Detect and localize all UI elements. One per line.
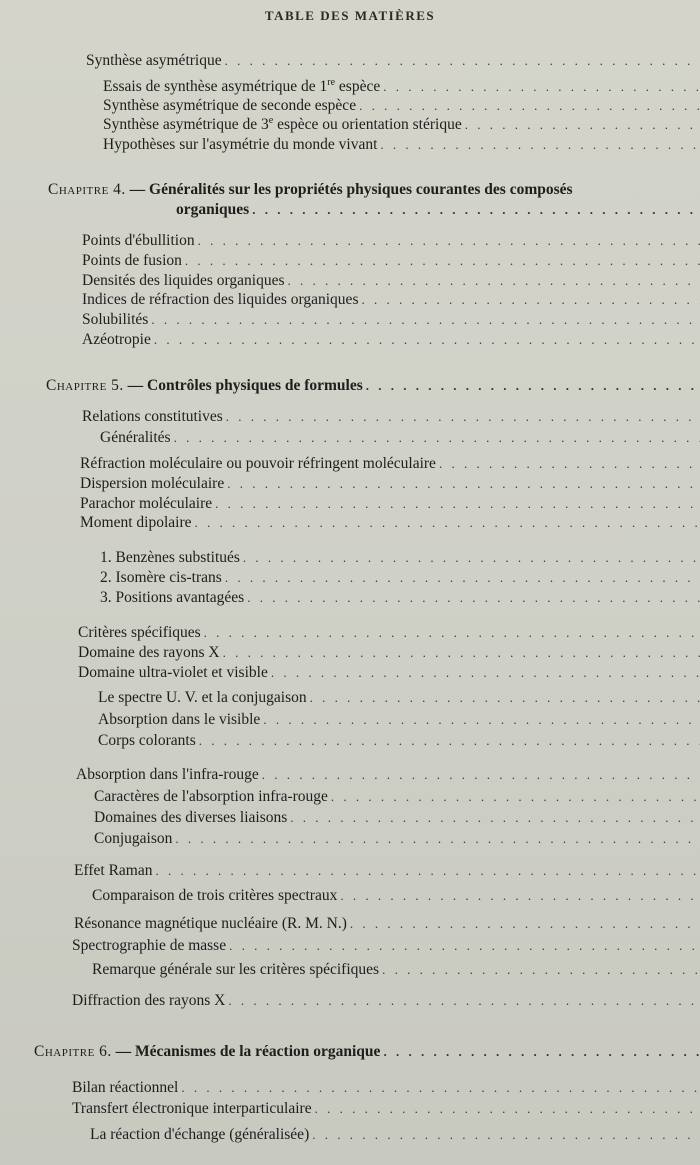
leader-dots xyxy=(287,272,700,290)
leader-dots xyxy=(382,961,700,979)
leader-dots xyxy=(175,830,700,848)
toc-entry: Bilan réactionnel . . . xyxy=(72,1079,700,1097)
toc-entry: Dispersion moléculaire . . . xyxy=(80,475,700,493)
toc-entry: Transfert électronique interparticulaire . . . xyxy=(72,1100,700,1118)
leader-dots xyxy=(198,232,700,250)
leader-dots xyxy=(263,711,700,729)
toc-entry: Critères spécifiques . . . xyxy=(78,624,700,642)
toc-entry: Caractères de l'absorption infra-rouge . . . xyxy=(94,788,700,806)
toc-entry: Synthèse asymétrique de 3e espèce ou orientation stérique . . . xyxy=(103,116,700,134)
toc-entry: Essais de synthèse asymétrique de 1re espèce . . . xyxy=(103,78,700,96)
toc-entry: 2. Isomère cis-trans . . . xyxy=(100,569,700,587)
toc-entry: Généralités . . . xyxy=(100,429,700,447)
leader-dots xyxy=(359,97,700,115)
leader-dots xyxy=(465,116,700,134)
leader-dots xyxy=(380,136,700,154)
leader-dots xyxy=(252,201,700,219)
toc-entry: Synthèse asymétrique de seconde espèce . . . xyxy=(103,97,700,115)
toc-entry: Parachor moléculaire . . . xyxy=(80,495,700,513)
chapter-heading: Chapitre 5. — Contrôles physiques de formules . . . xyxy=(46,377,700,395)
leader-dots xyxy=(185,252,700,270)
leader-dots xyxy=(215,495,700,513)
toc-entry: 1. Benzènes substitués . . . xyxy=(100,549,700,567)
leader-dots xyxy=(383,78,700,96)
leader-dots xyxy=(151,311,700,329)
leader-dots xyxy=(225,52,700,70)
toc-entry: Indices de réfraction des liquides organiques . . . xyxy=(82,291,700,309)
leader-dots xyxy=(154,331,700,349)
leader-dots xyxy=(223,644,700,662)
leader-dots xyxy=(350,915,700,933)
toc-entry: Absorption dans l'infra-rouge . . . xyxy=(76,766,700,784)
leader-dots xyxy=(271,664,700,682)
leader-dots xyxy=(225,569,700,587)
toc-entry: Spectrographie de masse . . . xyxy=(72,937,700,955)
leader-dots xyxy=(331,788,700,806)
leader-dots xyxy=(229,937,700,955)
leader-dots xyxy=(181,1079,700,1097)
toc-entry: Azéotropie . . . xyxy=(82,331,700,349)
toc-entry: Hypothèses sur l'asymétrie du monde vivant . . . xyxy=(103,136,700,154)
leader-dots xyxy=(340,887,700,905)
toc-entry: Domaine des rayons X . . . xyxy=(78,644,700,662)
toc-entry: Résonance magnétique nucléaire (R. M. N.) . . . xyxy=(74,915,700,933)
toc-entry: Réfraction moléculaire ou pouvoir réfringent moléculaire . . . xyxy=(80,455,700,473)
toc-entry: Domaine ultra-violet et visible . . . xyxy=(78,664,700,682)
toc-entry: Densités des liquides organiques . . . xyxy=(82,272,700,290)
toc-entry: Synthèse asymétrique . . . xyxy=(86,52,700,70)
toc-entry: Points de fusion . . . xyxy=(82,252,700,270)
leader-dots xyxy=(174,429,700,447)
leader-dots xyxy=(227,475,700,493)
chapter-heading: Chapitre 6. — Mécanismes de la réaction organique . . . xyxy=(34,1043,700,1061)
toc-entry: Solubilités . . . xyxy=(82,311,700,329)
toc-entry: Domaines des diverses liaisons . . . xyxy=(94,809,700,827)
toc-entry: 3. Positions avantagées . . . xyxy=(100,589,700,607)
leader-dots xyxy=(262,766,700,784)
leader-dots xyxy=(439,455,700,473)
toc-entry: Moment dipolaire . . . xyxy=(80,514,700,532)
leader-dots xyxy=(247,589,700,607)
toc-entry: Relations constitutives . . . xyxy=(82,408,700,426)
chapter-heading-continued: organiques . . . xyxy=(176,201,700,219)
chapter-heading: Chapitre 4. — Généralités sur les propriétés physiques courantes des composés xyxy=(48,181,573,198)
leader-dots xyxy=(199,732,700,750)
leader-dots xyxy=(226,408,700,426)
leader-dots xyxy=(310,689,700,707)
leader-dots xyxy=(383,1043,700,1061)
leader-dots xyxy=(195,514,700,532)
leader-dots xyxy=(228,992,700,1010)
leader-dots xyxy=(155,862,700,880)
leader-dots xyxy=(312,1126,700,1144)
leader-dots xyxy=(290,809,700,827)
toc-entry: Remarque générale sur les critères spécifiques . . . xyxy=(92,961,700,979)
toc-entry: Le spectre U. V. et la conjugaison . . . xyxy=(98,689,700,707)
leader-dots xyxy=(366,377,700,395)
leader-dots xyxy=(315,1100,700,1118)
toc-entry: La réaction d'échange (généralisée) . . . xyxy=(90,1126,700,1144)
toc-entry: Points d'ébullition . . . xyxy=(82,232,700,250)
toc-entry: Effet Raman . . . xyxy=(74,862,700,880)
toc-entry: Conjugaison . . . xyxy=(94,830,700,848)
leader-dots xyxy=(243,549,700,567)
leader-dots xyxy=(204,624,700,642)
toc-entry: Corps colorants . . . xyxy=(98,732,700,750)
toc-entry: Diffraction des rayons X . . . xyxy=(72,992,700,1010)
leader-dots xyxy=(361,291,700,309)
running-header: TABLE DES MATIÈRES xyxy=(264,8,436,23)
toc-entry: Comparaison de trois critères spectraux . . . xyxy=(92,887,700,905)
toc-entry: Absorption dans le visible . . . xyxy=(98,711,700,729)
